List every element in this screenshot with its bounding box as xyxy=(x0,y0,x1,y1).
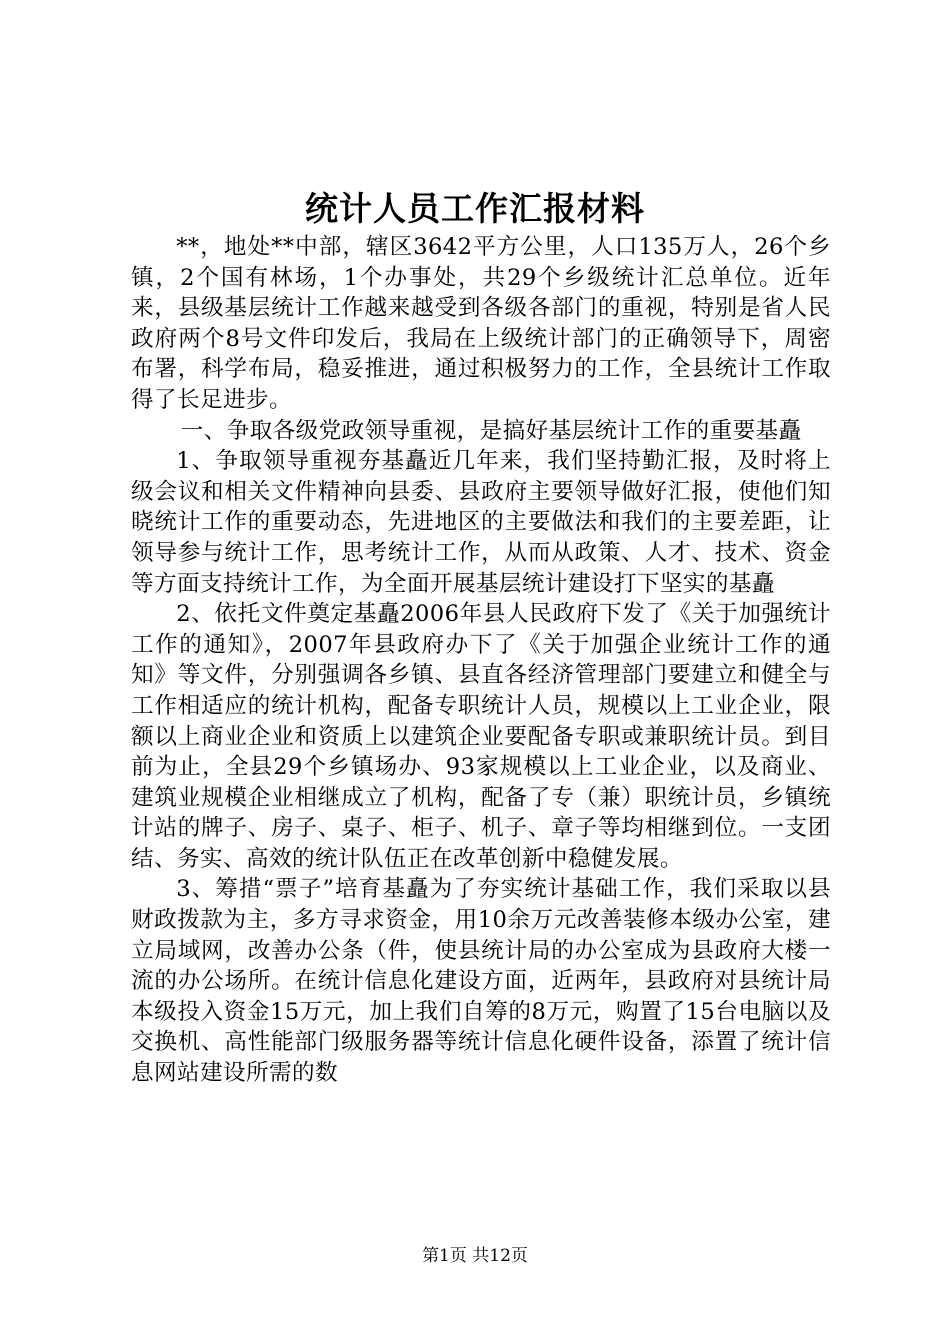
document-title: 统计人员工作汇报材料 xyxy=(305,189,645,228)
paragraph-item-2: 2、依托文件奠定基矗2006年县人民政府下发了《关于加强统计工作的通知》，2007年县政府办下了《关于加强企业统计工作的通知》等文件，分别强调各乡镇、县直各经济管理部门要建立和健全与工作相适应的统计机构，配备专职统计人员，规模以上工业企业，限额以上商业企业和资质上以建筑企业要配备专职或兼职统计员。到目前为止，全县29个乡镇场办、93家规模以上工业企业，以及商业、建筑业规模企业相继成立了机构，配备了专（兼）职统计员，乡镇统计站的牌子、房子、桌子、柜子、机子、章子等均相继到位。一支团结、务实、高效的统计队伍正在改革创新中稳健发展。 xyxy=(131,601,831,872)
section-heading-1: 一、争取各级党政领导重视，是搞好基层统计工作的重要基矗 xyxy=(180,417,802,444)
paragraph-item-3: 3、筹措“票子”培育基矗为了夯实统计基础工作，我们采取以县财政拨款为主，多方寻求资金，用10余万元改善装修本级办公室，建立局域网，改善办公条（件，使县统计局的办公室成为县政府大楼一流的办公场所。在统计信息化建设方面，近两年，县政府对县统计局本级投入资金15万元，加上我们自筹的8万元，购置了15台电脑以及交换机、高性能部门级服务器等统计信息化硬件设备，添置了统计信息网站建设所需的数 xyxy=(131,876,831,1087)
paragraph-intro: **，地处**中部，辖区3642平方公里，人口135万人，26个乡镇，2个国有林场，1个办事处，共29个乡级统计汇总单位。近年来，县级基层统计工作越来越受到各级各部门的重视，特别是省人民政府两个8号文件印发后，我局在上级统计部门的正确领导下，周密布署，科学布局，稳妥推进，通过积极努力的工作，全县统计工作取得了长足进步。 xyxy=(131,234,831,413)
document-body xyxy=(131,232,831,1089)
page-number-footer: 第1页 共12页 xyxy=(422,1246,528,1266)
paragraph-item-1: 1、争取领导重视夯基矗近几年来，我们坚持勤汇报，及时将上级会议和相关文件精神向县委、县政府主要领导做好汇报，使他们知晓统计工作的重要动态，先进地区的主要做法和我们的主要差距，让领导参与统计工作，思考统计工作，从而从政策、人才、技术、资金等方面支持统计工作，为全面开展基层统计建设打下坚实的基矗 xyxy=(131,448,831,597)
